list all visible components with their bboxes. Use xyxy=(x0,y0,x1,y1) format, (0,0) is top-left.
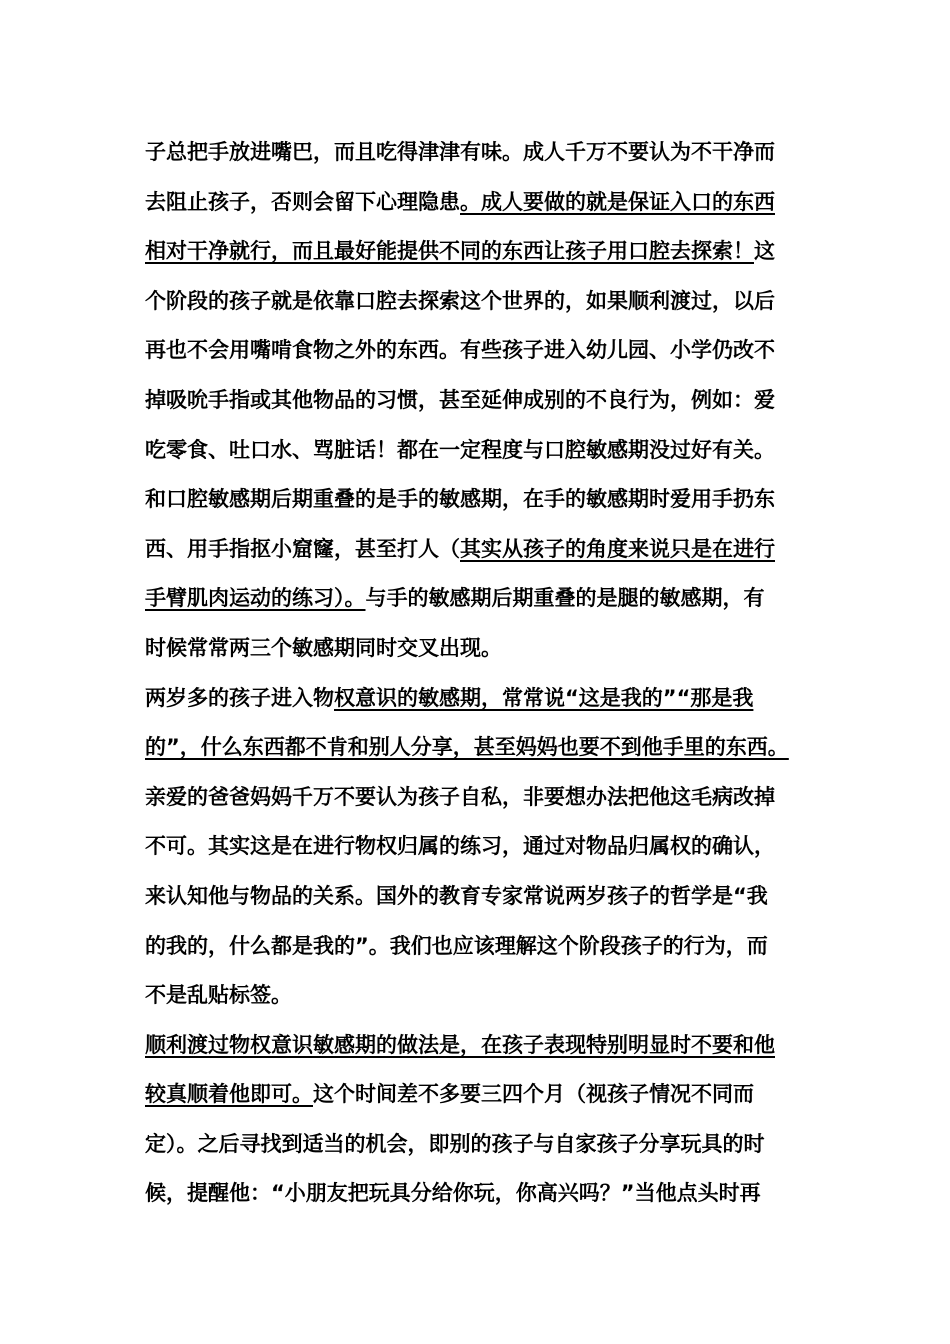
text-segment: 这个时间差不多要三四个月（视孩子情况不同而 xyxy=(313,1082,754,1107)
text-line xyxy=(145,773,795,823)
underlined-text: 顺利渡过物权意识敏感期的做法是，在孩子表现特别明显时不要和他 xyxy=(145,1032,775,1057)
text-segment: 掉吸吮手指或其他物品的习惯，甚至延伸成别的不良行为，例如：爱 xyxy=(145,387,775,412)
text-segment: 亲爱的爸爸妈妈千万不要认为孩子自私，非要想办法把他这毛病改掉 xyxy=(145,784,775,809)
text-segment: 候，提醒他：“小朋友把玩具分给你玩，你高兴吗？”当他点头时再 xyxy=(145,1181,761,1206)
text-line xyxy=(145,574,795,624)
text-line xyxy=(145,178,795,228)
text-segment: 吃零食、吐口水、骂脏话！都在一定程度与口腔敏感期没过好有关。 xyxy=(145,437,775,462)
text-line xyxy=(145,1021,795,1071)
text-segment: 去阻止孩子，否则会留下心理隐患 xyxy=(145,189,460,214)
body-text xyxy=(145,128,795,1219)
text-line xyxy=(145,1169,795,1219)
text-segment: 来认知他与物品的关系。国外的教育专家常说两岁孩子的哲学是“我 xyxy=(145,883,768,908)
text-segment: 不是乱贴标签。 xyxy=(145,983,292,1008)
underlined-text: 手臂肌肉运动的练习）。 xyxy=(145,586,366,611)
text-segment: 再也不会用嘴啃食物之外的东西。有些孩子进入幼儿园、小学仍改不 xyxy=(145,338,775,363)
text-segment: 子总把手放进嘴巴，而且吃得津津有味。成人千万不要认为不干净而 xyxy=(145,140,775,164)
text-line xyxy=(145,277,795,327)
underlined-text: 权意识的敏感期，常常说“这是我的”“那是我 xyxy=(334,685,754,710)
text-line xyxy=(145,475,795,525)
text-line xyxy=(145,872,795,922)
text-segment: 和口腔敏感期后期重叠的是手的敏感期，在手的敏感期时爱用手扔东 xyxy=(145,487,775,512)
text-line xyxy=(145,723,795,773)
text-segment: 时候常常两三个敏感期同时交叉出现。 xyxy=(145,635,502,660)
underlined-text: 较真顺着他即可。 xyxy=(145,1082,313,1107)
text-segment: 两岁多的孩子进入物 xyxy=(145,685,334,710)
text-line xyxy=(145,674,795,724)
text-segment: 个阶段的孩子就是依靠口腔去探索这个世界的，如果顺利渡过，以后 xyxy=(145,288,775,313)
text-line xyxy=(145,822,795,872)
text-line xyxy=(145,971,795,1021)
text-line xyxy=(145,376,795,426)
text-line xyxy=(145,326,795,376)
text-segment: 的我的，什么都是我的”。我们也应该理解这个阶段孩子的行为，而 xyxy=(145,933,768,958)
text-line xyxy=(145,922,795,972)
text-segment: 不可。其实这是在进行物权归属的练习，通过对物品归属权的确认， xyxy=(145,834,775,859)
text-segment: 与手的敏感期后期重叠的是腿的敏感期，有 xyxy=(365,586,765,611)
text-line xyxy=(145,227,795,277)
text-segment: 西、用手指抠小窟窿，甚至打人（ xyxy=(145,536,460,561)
text-segment: 这 xyxy=(754,239,775,264)
text-line xyxy=(145,1120,795,1170)
text-line xyxy=(145,1070,795,1120)
text-line xyxy=(145,128,795,178)
underlined-text: 相对干净就行，而且最好能提供不同的东西让孩子用口腔去探索！ xyxy=(145,239,754,264)
underlined-text: 。成人要做的就是保证入口的东西 xyxy=(460,189,775,214)
text-line xyxy=(145,426,795,476)
underlined-text: 其实从孩子的角度来说只是在进行 xyxy=(460,536,775,561)
text-line xyxy=(145,525,795,575)
text-line xyxy=(145,624,795,674)
text-segment: 定）。之后寻找到适当的机会，即别的孩子与自家孩子分享玩具的时 xyxy=(145,1131,765,1156)
underlined-text: 的”，什么东西都不肯和别人分享，甚至妈妈也要不到他手里的东西。 xyxy=(145,735,789,760)
